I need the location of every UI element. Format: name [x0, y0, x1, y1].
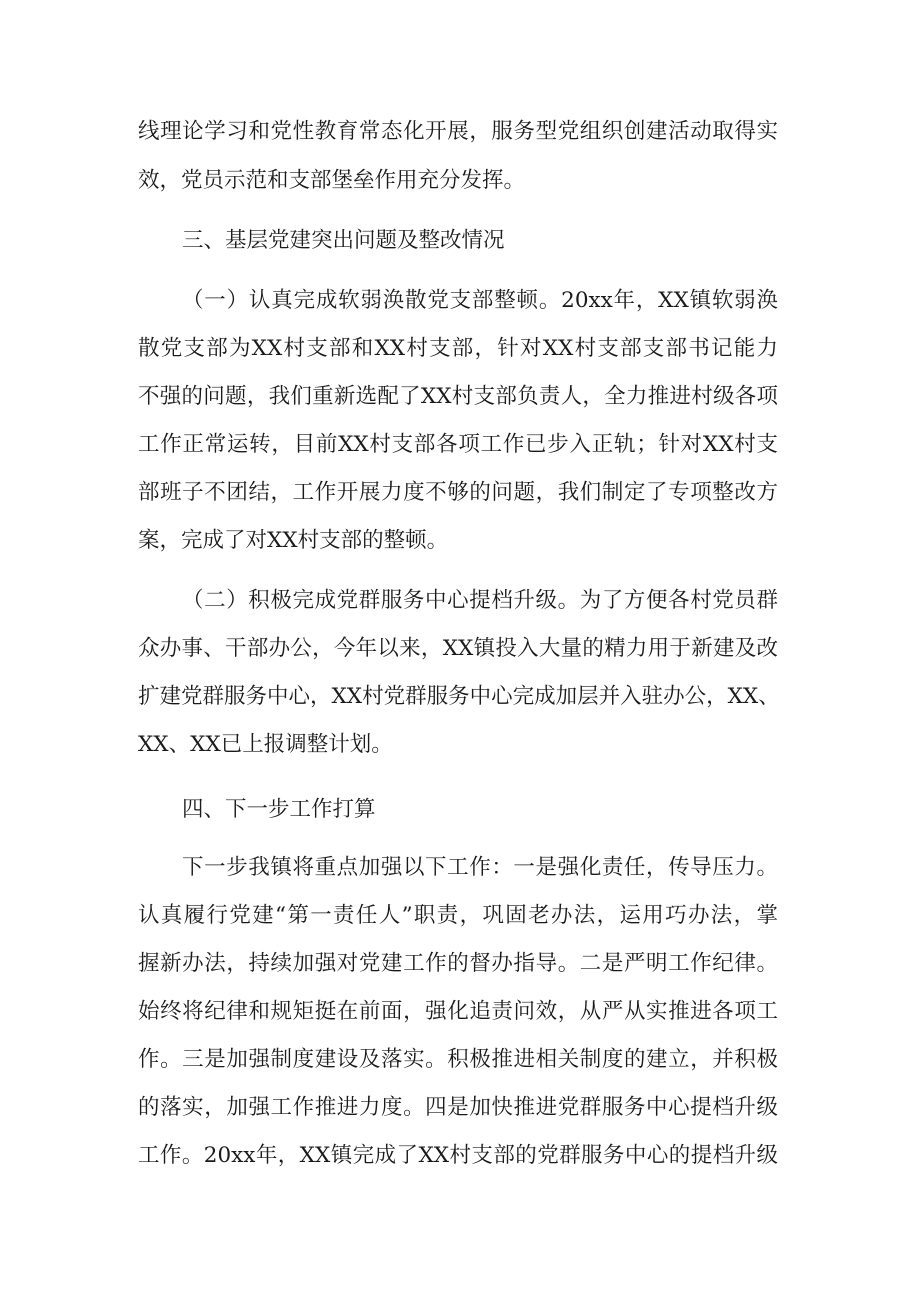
text-line: 作。三是加强制度建设及落实。积极推进相关制度的建立，并积极: [138, 1047, 778, 1072]
text-line: 众办事、干部办公，今年以来，XX镇投入大量的精力用于新建及改: [138, 636, 778, 661]
text-line: （一）认真完成软弱涣散党支部整顿。20xx年，XX镇软弱涣: [182, 288, 778, 313]
text-line: 不强的问题，我们重新选配了XX村支部负责人，全力推进村级各项: [138, 384, 778, 409]
section-heading: 三、基层党建突出问题及整改情况: [182, 228, 505, 253]
text-line: （二）积极完成党群服务中心提档升级。为了方便各村党员群: [182, 588, 778, 613]
text-line: 始终将纪律和规矩挺在前面，强化追责问效，从严从实推进各项工: [138, 999, 778, 1024]
text-line: 下一步我镇将重点加强以下工作：一是强化责任，传导压力。: [182, 855, 778, 880]
text-line: 握新办法，持续加强对党建工作的督办指导。二是严明工作纪律。: [138, 951, 778, 976]
text-line: 散党支部为XX村支部和XX村支部，针对XX村支部支部书记能力: [138, 336, 778, 361]
text-line: 的落实，加强工作推进力度。四是加快推进党群服务中心提档升级: [138, 1095, 778, 1120]
text-line: 工作正常运转，目前XX村支部各项工作已步入正轨；针对XX村支: [138, 432, 778, 457]
section-heading: 四、下一步工作打算: [182, 797, 376, 822]
text-line: 线理论学习和党性教育常态化开展，服务型党组织创建活动取得实: [138, 119, 778, 144]
text-line: 效，党员示范和支部堡垒作用充分发挥。: [138, 168, 526, 193]
text-line: 工作。20xx年，XX镇完成了XX村支部的党群服务中心的提档升级: [138, 1143, 778, 1168]
text-line: 认真履行党建“第一责任人”职责，巩固老办法，运用巧办法，掌: [138, 903, 778, 928]
text-line: XX、XX已上报调整计划。: [138, 732, 393, 757]
text-line: 扩建党群服务中心，XX村党群服务中心完成加层并入驻办公，XX、: [138, 684, 780, 709]
text-line: 部班子不团结，工作开展力度不够的问题，我们制定了专项整改方: [138, 480, 778, 505]
text-line: 案，完成了对XX村支部的整顿。: [138, 528, 449, 553]
